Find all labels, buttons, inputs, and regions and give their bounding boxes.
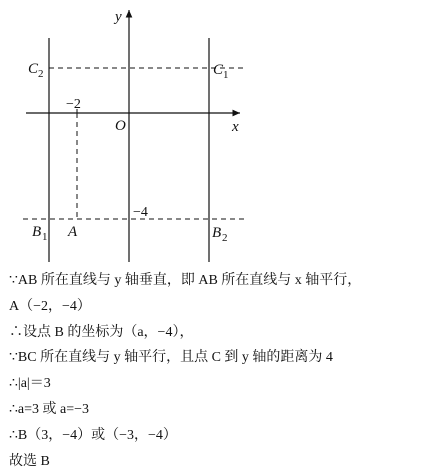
label-c1-sub: 1 xyxy=(223,69,229,81)
solution-line-8: 故选 B xyxy=(9,453,50,469)
solution-line-2: A（−2，−4） xyxy=(9,298,91,314)
label-b1-sub: 1 xyxy=(42,231,48,243)
y-axis-label: y xyxy=(115,9,122,25)
label-a: A xyxy=(68,224,78,240)
label-b2-sub: 2 xyxy=(222,232,228,244)
solution-line-5: ∴|a|＝3 xyxy=(9,376,51,392)
solution-text xyxy=(9,268,419,474)
label-c2-sub: 2 xyxy=(38,68,44,80)
label-b1: B xyxy=(32,224,42,240)
origin-label: O xyxy=(115,118,126,134)
label-minus2: −2 xyxy=(66,97,81,112)
solution-line-1: ∵AB 所在直线与 y 轴垂直，即 AB 所在直线与 x 轴平行， xyxy=(9,273,362,288)
label-c2: C xyxy=(28,61,39,77)
label-c1: C xyxy=(213,62,224,78)
solution-line-7: ∴B（3，−4）或（−3，−4） xyxy=(9,427,177,443)
solution-line-4: ∵BC 所在直线与 y 轴平行，且点 C 到 y 轴的距离为 4 xyxy=(9,350,333,366)
label-b2: B xyxy=(212,225,222,241)
solution-line-3: ∴设点 B 的坐标为（a，−4）， xyxy=(9,324,194,340)
solution-line-6: ∴a=3 或 a=−3 xyxy=(9,401,90,417)
x-axis-label: x xyxy=(232,119,239,135)
label-minus4: −4 xyxy=(133,205,148,220)
